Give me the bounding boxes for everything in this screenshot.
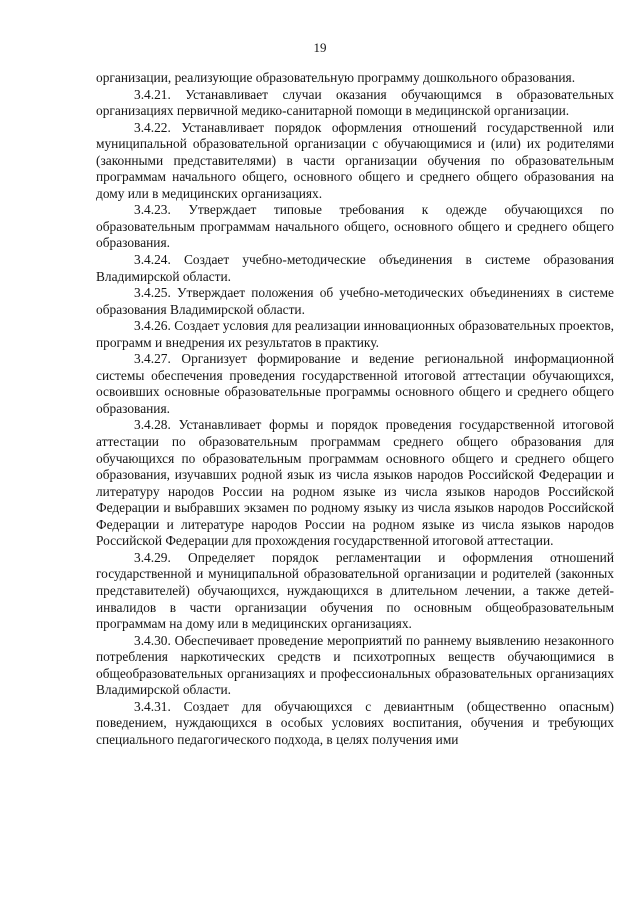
paragraph-3-4-24: 3.4.24. Создает учебно-методические объединения в системе образования Владимирской области. xyxy=(96,252,614,284)
paragraph-3-4-26: 3.4.26. Создает условия для реализации инновационных образовательных проектов, программ и внедрения их результатов в практику. xyxy=(96,318,614,350)
paragraph-3-4-28: 3.4.28. Устанавливает формы и порядок проведения государственной итоговой аттестации по образовательным программам среднего общего образования для обучающихся по образовательным программам основного общего и среднего общего образования, изучавших родной язык из числа языков народов Российской Федерации и литературу народов России на родном языке из числа языков народов Российской Федерации и выбравших экзамен по родному языку из числа языков народов Российской Федерации и литературе народов России на родном языке из числа языков народов Российской Федерации для прохождения государственной итоговой аттестации. xyxy=(96,417,614,549)
paragraph-3-4-27: 3.4.27. Организует формирование и ведение региональной информационной системы обеспечения проведения государственной итоговой аттестации обучающихся, освоивших основные образовательные программы основного общего и среднего общего образования. xyxy=(96,351,614,416)
paragraph-3-4-21: 3.4.21. Устанавливает случаи оказания обучающимся в образовательных организациях первичной медико-санитарной помощи в медицинской организации. xyxy=(96,86,614,119)
page-number: 19 xyxy=(313,40,327,55)
document-body xyxy=(96,70,614,748)
paragraph-3-4-30: 3.4.30. Обеспечивает проведение мероприятий по раннему выявлению незаконного потребления наркотических средств и психотропных веществ обучающимися в общеобразовательных организациях и профессиональных образовательных организациях Владимирской области. xyxy=(96,632,614,698)
paragraph-3-4-29: 3.4.29. Определяет порядок регламентации и оформления отношений государственной и муниципальной образовательной организации и родителей (законных представителей) обучающихся, нуждающихся в длительном лечении, а также детей-инвалидов в части организации обучения по основным общеобразовательным программам на дому или в медицинских организациях. xyxy=(96,549,614,632)
paragraph-3-4-31: 3.4.31. Создает для обучающихся с девиантным (общественно опасным) поведением, нуждающихся в особых условиях воспитания, обучения и требующих специального педагогического подхода, в целях получения ими xyxy=(96,698,614,747)
paragraph-3-4-23: 3.4.23. Утверждает типовые требования к одежде обучающихся по образовательным программам начального общего, основного общего и среднего общего образования. xyxy=(96,202,614,251)
paragraph-3-4-22: 3.4.22. Устанавливает порядок оформления отношений государственной или муниципальной образовательной организации с обучающимися и (или) их родителями (законными представителями) в части организации обучения по образовательным программам начального общего, основного общего и среднего общего образования на дому или в медицинских организациях. xyxy=(96,119,614,201)
paragraph-continuation: организации, реализующие образовательную программу дошкольного образования. xyxy=(96,70,576,85)
paragraph-3-4-25: 3.4.25. Утверждает положения об учебно-методических объединениях в системе образования Владимирской области. xyxy=(96,285,614,317)
